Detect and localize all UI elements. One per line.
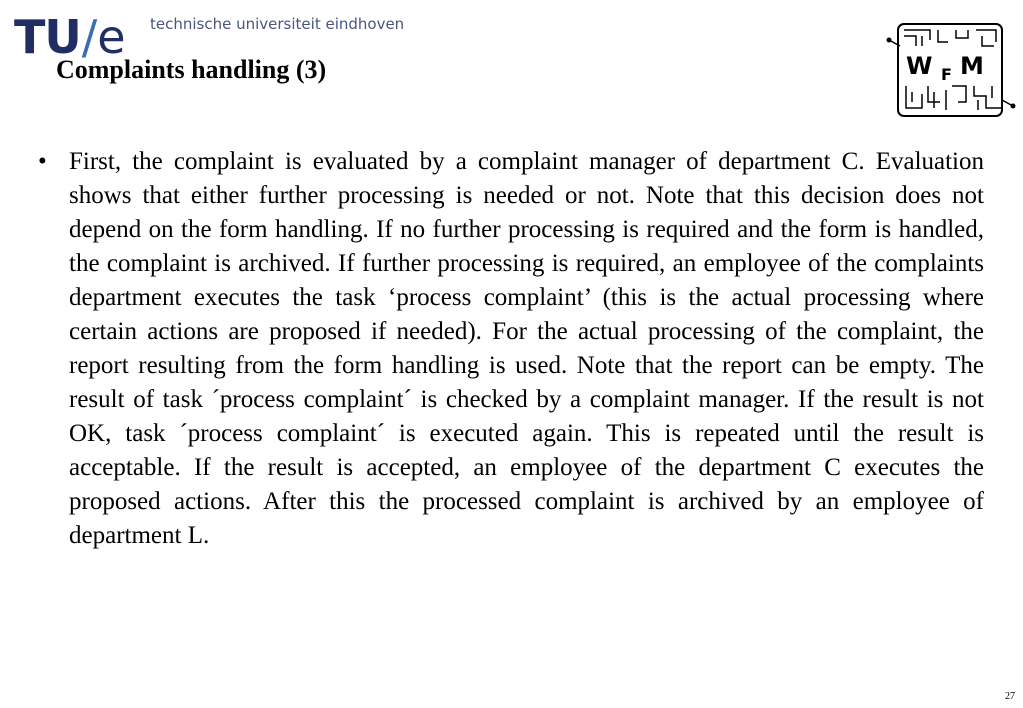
bullet-item [38,145,984,553]
logo-slash: / [81,10,97,64]
wfm-maze-logo [886,20,1016,120]
wfm-letter-m: M [960,52,984,80]
slide-body [38,145,984,553]
bullet-text: First, the complaint is evaluated by a complaint manager of department C. Evaluation shows that either further processing is needed or not. Note that this decision does not depend on the form handling. If no further processing is required and the form is handled, the complaint is archived. If further processing is required, an employee of the complaints department executes the task ‘process complaint’ (this is the actual processing where certain actions are proposed if needed). For the actual processing of the complaint, the report resulting from the form handling is used. Note that the report can be empty. The result of task ´process complaint´ is checked by a complaint manager. If the result is not OK, task ´process complaint´ is executed again. This is repeated until the result is acceptable. If the result is accepted, an employee of the department C executes the proposed actions. After this the processed complaint is archived by an employee of department L. [69,148,984,549]
bullet-symbol: • [38,148,47,175]
institution-name: technische universiteit eindhoven [150,15,405,33]
tue-logo [14,10,405,64]
logo-e: e [97,10,125,64]
wfm-letter-f: F [941,65,952,84]
logo-tu: TU [14,10,81,64]
slide-title: Complaints handling (3) [56,55,327,84]
tue-logo-mark [14,10,125,64]
wfm-letter-w: W [906,52,933,80]
page-number: 27 [1005,691,1015,702]
